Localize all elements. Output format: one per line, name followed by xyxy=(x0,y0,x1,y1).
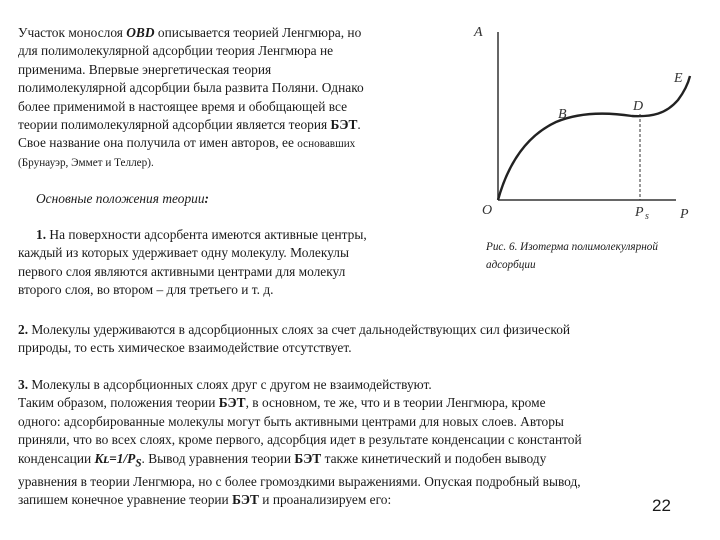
figure-caption xyxy=(486,239,714,274)
isotherm-curve xyxy=(498,76,690,200)
theory-item-2 xyxy=(18,321,718,358)
intro-line: полимолекулярной адсорбции была развита Поляни. Однако xyxy=(18,80,364,96)
intro-paragraph xyxy=(18,24,458,172)
item-text: природы, то есть химическое взаимодействие отсутствует. xyxy=(18,340,352,356)
item-number: 2. xyxy=(18,322,29,337)
item-text: конденсации xyxy=(18,450,95,466)
item-text: запишем конечное уравнение теории xyxy=(18,492,233,508)
item-text: также кинетический и подобен выводу xyxy=(321,450,547,466)
x-axis-label: P xyxy=(680,207,689,222)
origin-label: O xyxy=(482,203,493,218)
theory-item-1 xyxy=(18,226,448,300)
item-text: каждый из которых удерживает одну молекулу. Молекулы xyxy=(18,245,349,261)
intro-line-small: основавших xyxy=(297,138,356,151)
item-text: первого слоя являются активными центрами для молекул xyxy=(18,263,346,279)
intro-line: для полимолекулярной адсорбции теория Ленгмюра не xyxy=(18,43,334,59)
ps-label: P xyxy=(635,205,644,220)
intro-line: применима. Впервые энергетическая теория xyxy=(18,61,272,77)
intro-line: Участок монослоя xyxy=(18,25,127,40)
theory-item-3 xyxy=(18,376,708,510)
section-heading xyxy=(36,191,209,207)
item-text: Таким образом, положения теории xyxy=(18,395,219,411)
intro-line: описывается теорией Ленгмюра, но xyxy=(154,25,362,40)
point-b-label: B xyxy=(558,107,567,122)
bet-term: БЭТ xyxy=(294,450,322,466)
item-text: На поверхности адсорбента имеются активные центры, xyxy=(46,227,367,242)
item-text: уравнения в теории Ленгмюра, но с более громоздкими выражениями. Опуская подробный вывод, xyxy=(18,473,581,489)
item-number: 3. xyxy=(18,377,29,392)
caption-line: адсорбции xyxy=(486,258,536,271)
intro-line: . xyxy=(357,117,361,133)
item-text: второго слоя, во втором – для третьего и т. д. xyxy=(18,282,274,298)
intro-line: Свое название она получила от имен авторов, ее xyxy=(18,135,298,151)
intro-authors: (Брунауэр, Эммет и Теллер). xyxy=(18,156,154,169)
bet-term: БЭТ xyxy=(232,492,259,508)
section-heading-text: Основные положения теории xyxy=(36,191,205,206)
ps-label-sub: s xyxy=(645,211,649,222)
item-text: приняли, что во всех слоях, кроме первого, адсорбция идет в результате конденсации с константой xyxy=(18,432,582,448)
bet-term: БЭТ xyxy=(218,395,246,411)
item-text: . Вывод уравнения теории xyxy=(141,450,295,466)
bet-term: БЭТ xyxy=(330,117,358,133)
intro-line: более применимой в настоящее время и обобщающей все xyxy=(18,98,348,114)
item-number: 1. xyxy=(36,227,47,242)
caption-line: Рис. 6. Изотерма полимолекулярной xyxy=(486,241,658,253)
kl-formula-sub: S xyxy=(135,457,142,470)
intro-line: теории полимолекулярной адсорбции является теория xyxy=(18,117,331,133)
item-text: одного: адсорбированные молекулы могут быть активными центрами для новых слоев. Авторы xyxy=(18,413,564,429)
obd-term: OBD xyxy=(126,25,155,40)
point-d-label: D xyxy=(633,99,644,114)
kl-formula: Kʟ=1/P xyxy=(94,450,136,466)
item-text: Молекулы в адсорбционных слоях друг с другом не взаимодействуют. xyxy=(28,377,432,392)
point-e-label: E xyxy=(674,71,683,86)
item-text: и проанализируем его: xyxy=(258,492,392,508)
item-text: Молекулы удерживаются в адсорбционных слоях за счет дальнодействующих сил физической xyxy=(28,322,571,337)
isotherm-figure xyxy=(470,14,706,232)
item-text: , в основном, те же, что и в теории Ленгмюра, кроме xyxy=(245,395,546,411)
section-heading-colon: : xyxy=(204,191,210,206)
y-axis-label: A xyxy=(474,25,483,40)
page-number: 22 xyxy=(652,496,671,515)
